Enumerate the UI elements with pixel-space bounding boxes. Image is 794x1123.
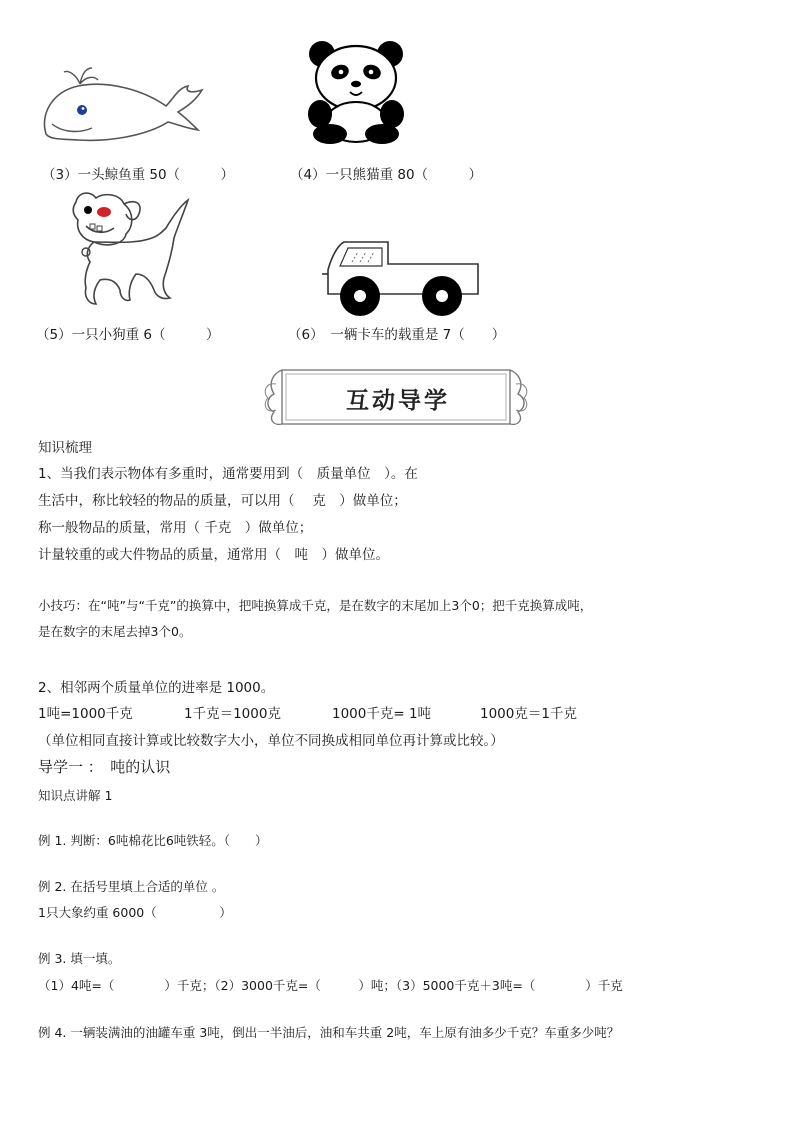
question-3: （3）一头鲸鱼重 50（ ） <box>42 167 235 183</box>
question-4: （4）一只熊猫重 80（ ） <box>290 167 483 183</box>
example-3: 例 3. 填一填。 <box>38 951 121 966</box>
tip-line-1: 小技巧：在“吨”与“千克”的换算中，把吨换算成千克，是在数字的末尾加上3个0；把千克换算成吨， <box>38 598 593 613</box>
knowledge-point: 知识点讲解 1 <box>38 788 113 803</box>
knowledge-line-1: 1、当我们表示物体有多重时，通常要用到（ 质量单位 ）。在 <box>38 466 418 482</box>
section-banner-title: 互动导学 <box>346 387 450 414</box>
panda-picture <box>302 38 412 144</box>
knowledge-line-2: 生活中，称比较轻的物品的质量，可以用（ 克 ）做单位； <box>38 493 407 509</box>
example-4: 例 4. 一辆装满油的油罐车重 3吨，倒出一半油后，油和车共重 2吨，车上原有油多少千克？车重多少吨？ <box>38 1025 620 1040</box>
knowledge-heading: 知识梳理 <box>38 440 92 456</box>
truck-picture <box>320 234 484 324</box>
example-2: 例 2. 在括号里填上合适的单位 。 <box>38 879 225 894</box>
conversion-3: 1000千克= 1吨 <box>332 706 432 722</box>
guide-title: 导学一 ： 吨的认识 <box>38 758 171 776</box>
dog-picture <box>64 182 196 316</box>
conversion-2: 1千克＝1000克 <box>184 706 281 722</box>
question-5: （5）一只小狗重 6（ ） <box>36 327 220 343</box>
tip-line-2: 是在数字的末尾去掉3个0。 <box>38 624 192 639</box>
conversion-note: （单位相同直接计算或比较数字大小，单位不同换成相同单位再计算或比较。） <box>38 733 504 749</box>
example-1: 例 1. 判断：6吨棉花比6吨铁轻。（ ） <box>38 833 268 848</box>
conversion-4: 1000克＝1千克 <box>480 706 577 722</box>
example-2-item: 1只大象约重 6000（ ） <box>38 905 232 920</box>
knowledge-line-3: 称一般物品的质量，常用（ 千克 ）做单位； <box>38 520 313 536</box>
example-3-items: （1）4吨=（ ）千克；（2）3000千克=（ ）吨；（3）5000千克＋3吨=（ ）千克 <box>38 978 623 993</box>
section-banner <box>262 364 530 430</box>
question-6: （6） 一辆卡车的载重是 7（ ） <box>288 327 506 343</box>
rate-line: 2、相邻两个质量单位的进率是 1000。 <box>38 680 275 696</box>
knowledge-line-4: 计量较重的或大件物品的质量，通常用（ 吨 ）做单位。 <box>38 547 389 563</box>
whale-picture <box>38 62 206 158</box>
conversion-1: 1吨=1000千克 <box>38 706 133 722</box>
